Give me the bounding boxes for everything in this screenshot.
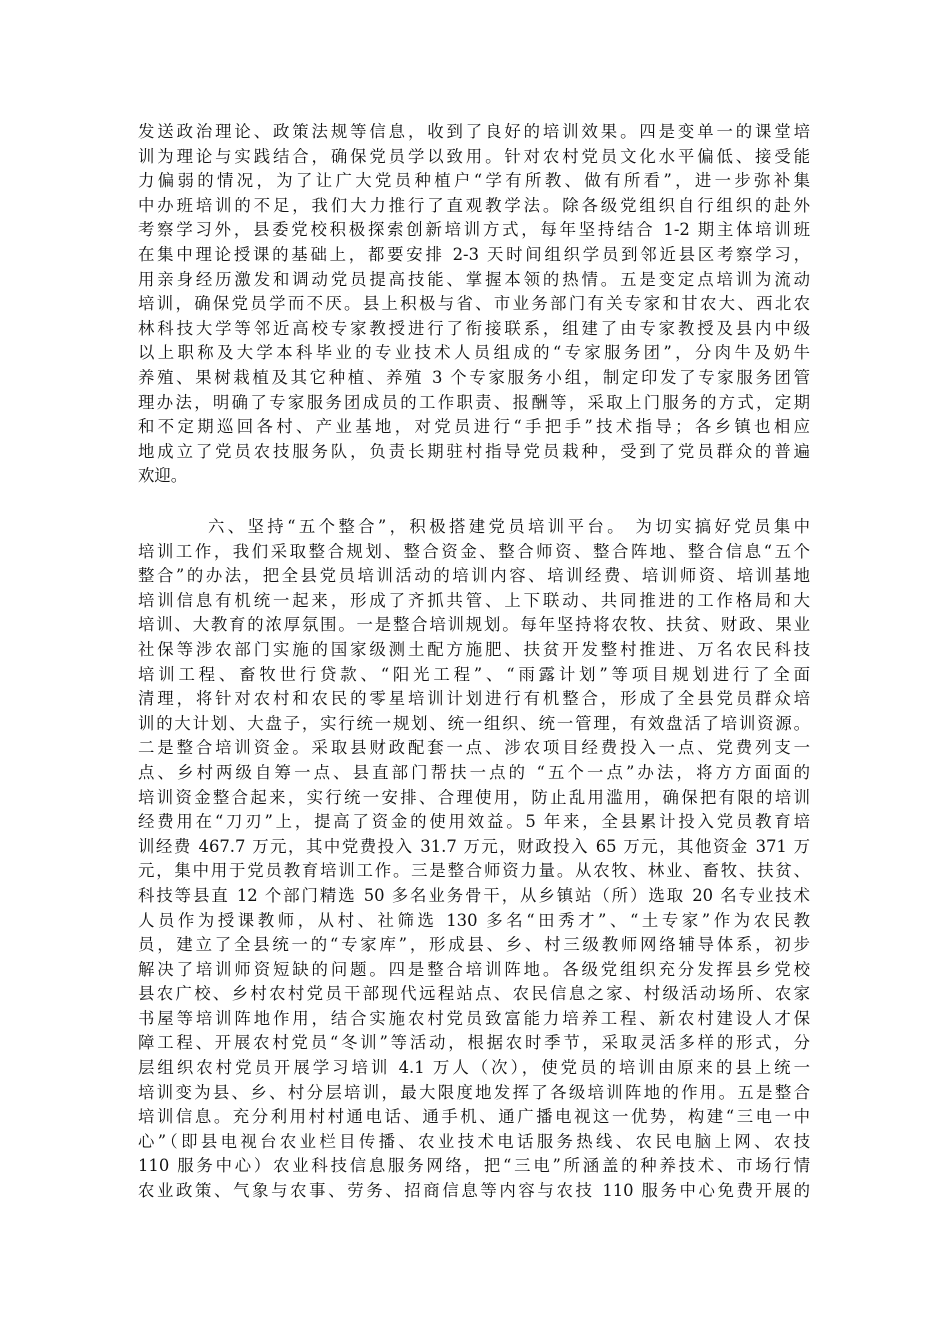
text-line: 中办班培训的不足，我们大力推行了直观教学法。除各级党组织自行组织的赴外 [138,195,810,215]
paragraph-five-integrations [138,515,810,1204]
text-line: 培训变为县、乡、村分层培训，最大限度地发挥了各级培训阵地的作用。五是整合 [138,1082,810,1102]
text-line: 理办法，明确了专家服务团成员的工作职责、报酬等，采取上门服务的方式，定期 [138,392,810,412]
text-line: 训为理论与实践结合，确保党员学以致用。针对农村党员文化水平偏低、接受能 [138,146,810,166]
text-line: 点、乡村两级自筹一点、县直部门帮扶一点的 “五个一点”办法，将方方面面的 [138,762,810,782]
text-line: 经费用在“刀刃”上，提高了资金的使用效益。5 年来，全县累计投入党员教育培 [138,812,810,832]
text-line: 人员作为授课教师，从村、社筛选 130 多名“田秀才”、“土专家”作为农民教 [138,910,810,930]
text-line: 考察学习外，县委党校积极探索创新培训方式，每年坚持结合 1-2 期主体培训班 [138,220,810,240]
text-line: 书屋等培训阵地作用，结合实施农村党员致富能力培养工程、新农村建设人才保 [138,1008,810,1028]
text-line: 地成立了党员农技服务队，负责长期驻村指导党员栽种，受到了党员群众的普遍 [138,441,810,461]
text-line: 心”（即县电视台农业栏目传播、农业技术电话服务热线、农民电脑上网、农技 [138,1131,810,1151]
section-heading-line: 六、坚持“五个整合”，积极搭建党员培训平台。 为切实搞好党员集中 [208,517,810,536]
paragraph-training-methods [138,120,810,489]
text-line: 训的大计划、大盘子，实行统一规划、统一组织、统一管理，有效盘活了培训资源。 [138,713,810,733]
text-line: 培训信息有机统一起来，形成了齐抓共管、上下联动、共同推进的工作格局和大 [138,590,810,610]
text-line: 障工程、开展农村党员“冬训”等活动，根据农时季节，采取灵活多样的形式，分 [138,1033,810,1053]
text-line: 县农广校、乡村农村党员干部现代远程站点、农民信息之家、村级活动场所、农家 [138,984,810,1004]
text-line: 在集中理论授课的基础上，都要安排 2-3 天时间组织学员到邻近县区考察学习， [138,244,810,264]
text-line: 元，集中用于党员教育培训工作。三是整合师资力量。从农牧、林业、畜牧、扶贫、 [138,861,810,881]
text-line: 清理，将针对农村和农民的零星培训计划进行有机整合，形成了全县党员群众培 [138,689,810,709]
text-line: 用亲身经历激发和调动党员提高技能、掌握本领的热情。五是变定点培训为流动 [138,269,810,289]
text-line: 力偏弱的情况，为了让广大党员种植户“学有所教、做有所看”，进一步弥补集 [138,171,810,191]
text-line: 培训工作，我们采取整合规划、整合资金、整合师资、整合阵地、整合信息“五个 [138,541,810,561]
text-line: 解决了培训师资短缺的问题。四是整合培训阵地。各级党组织充分发挥县乡党校 [138,959,810,979]
text-line: 农业政策、气象与农事、劳务、招商信息等内容与农技 110 服务中心免费开展的 [138,1181,810,1201]
text-line: 培训资金整合起来，实行统一安排、合理使用，防止乱用滥用，确保把有限的培训 [138,787,810,807]
text-line: 培训工程、畜牧世行贷款、“阳光工程”、“雨露计划”等项目规划进行了全面 [138,664,810,684]
text-line: 欢迎。 [138,466,188,486]
text-line: 层组织农村党员开展学习培训 4.1 万人（次），使党员的培训由原来的县上统一 [138,1058,810,1078]
text-line: 养殖、果树栽植及其它种植、养殖 3 个专家服务小组，制定印发了专家服务团管 [138,367,810,387]
text-line: 110 服务中心）农业科技信息服务网络，把“三电”所涵盖的种养技术、市场行情 [138,1156,810,1176]
text-line: 员，建立了全县统一的“专家库”，形成县、乡、村三级教师网络辅导体系，初步 [138,935,810,955]
text-line: 社保等涉农部门实施的国家级测土配方施肥、扶贫开发整村推进、万名农民科技 [138,639,810,659]
text-line: 科技等县直 12 个部门精选 50 多名业务骨干，从乡镇站（所）选取 20 名专业技术 [138,885,810,905]
text-line: 培训，确保党员学而不厌。县上积极与省、市业务部门有关专家和甘农大、西北农 [138,294,810,314]
text-line: 训经费 467.7 万元，其中党费投入 31.7 万元，财政投入 65 万元，其他资金 371 万 [138,836,810,856]
text-line: 和不定期巡回各村、产业基地，对党员进行“手把手”技术指导；各乡镇也相应 [138,417,810,437]
text-line: 发送政治理论、政策法规等信息，收到了良好的培训效果。四是变单一的课堂培 [138,122,810,141]
text-line: 以上职称及大学本科毕业的专业技术人员组成的“专家服务团”，分肉牛及奶牛 [138,343,810,363]
text-line: 培训信息。充分利用村村通电话、通手机、通广播电视这一优势，构建“三电一中 [138,1107,810,1127]
text-line: 整合”的办法，把全县党员培训活动的培训内容、培训经费、培训师资、培训基地 [138,566,810,586]
text-line: 培训、大教育的浓厚氛围。一是整合培训规划。每年坚持将农牧、扶贫、财政、果业 [138,615,810,635]
text-line: 林科技大学等邻近高校专家教授进行了衔接联系，组建了由专家教授及县内中级 [138,318,810,338]
text-line: 二是整合培训资金。采取县财政配套一点、涉农项目经费投入一点、党费列支一 [138,738,810,758]
